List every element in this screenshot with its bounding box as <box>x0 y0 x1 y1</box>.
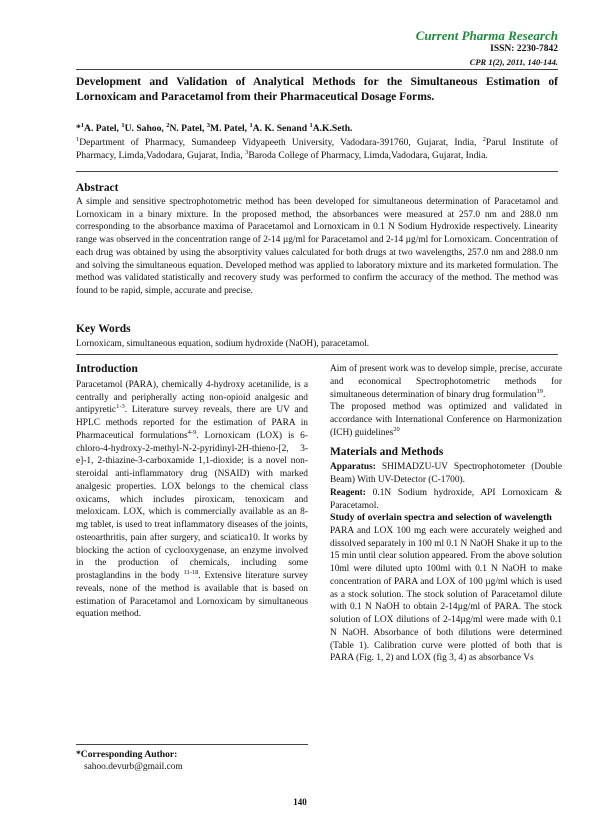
author-list: *$^1$A. Patel, $^1$U. Sahoo, $^2$N. Patel, $^3$M. Patel, $^1$A. K. Senand $^1$A.K.Seth. <box>76 121 353 134</box>
keywords-text: Lornoxicam, simultaneous equation, sodium hydroxide (NaOH), paracetamol. <box>76 339 370 349</box>
affiliation-rule <box>76 171 558 172</box>
introduction-heading: Introduction <box>76 363 138 375</box>
abstract-text: A simple and sensitive spectrophotometric method has been developed for simultaneous determination of Paracetamol and Lornoxicam in a binary mixture. In the proposed method, the absorbances were measured at 257.0 nm and 288.0 nm corresponding to the absorbance maxima of Paracetamol and Lornoxicam in 0.1 N Sodium Hydroxide respectively. Linearity range was observed in the concentration range of 2-14 µg/ml for Paracetamol and 2-14 µg/ml for Lornoxicam. Concentration of each drug was obtained by using the absorptivity values calculated for both drugs at two wavelengths, 257.0 nm and 288.0 nm and solving the simultaneous equation. Developed method was applied to laboratory mixture and its marketed formulation. The method was validated statistically and recovery study was performed to confirm the accuracy of the method. The method was found to be rapid, simple, accurate and precise. <box>76 197 558 296</box>
affiliations: $^1$Department of Pharmacy, Sumandeep Vidyapeeth University, Vadodara-391760, Gujarat, India, $^2$Parul Institute of Pharmacy, Limda,Vadodara, Gujarat, India, $^3$Baroda College of Pharmacy, Limda,Vadodara, Gujarat, India. <box>76 135 558 161</box>
page-number: 140 <box>293 797 307 807</box>
materials-methods-heading: Materials and Methods <box>330 445 444 458</box>
issn: ISSN: 2230-7842 <box>490 44 558 54</box>
left-column <box>76 363 308 621</box>
footnote-rule <box>76 744 308 745</box>
keywords-heading: Key Words <box>76 323 131 335</box>
right-column <box>330 363 562 665</box>
overlain-spectra-heading: Study of overlain spectra and selection of wavelength <box>330 512 552 524</box>
abstract-heading: Abstract <box>76 182 119 194</box>
corresponding-email[interactable]: sahoo.devurb@gmail.com <box>84 762 183 772</box>
apparatus-paragraph: Apparatus: SHIMADZU-UV Spectrophotometer (Double Beam) With UV-Detector (C-1700). <box>330 462 562 485</box>
paper-title: Development and Validation of Analytical Methods for the Simultaneous Estimation of Lornoxicam and Paracetamol from their Pharmaceutical Dosage Forms. <box>76 75 558 103</box>
header-rule <box>76 69 558 70</box>
reagent-paragraph: Reagent: 0.1N Sodium hydroxide, API Lornoxicam & Paracetamol. <box>330 487 562 511</box>
aim-paragraph: Aim of present work was to develop simple, precise, accurate and economical Spectrophotometric methods for simultaneous determination of binary drug formulation$^{19}$. <box>330 364 562 400</box>
introduction-paragraph: Paracetamol (PARA), chemically 4-hydroxy acetanilide, is a centrally and peripherally acting non-opioid analgesic and antipyretic$^{1-3}$. Literature survey reveals, there are UV and HPLC methods reported for the estimation of PARA in Pharmaceutical formulations$^{4-9}$. Lornoxicam (LOX) is 6-chloro-4-hydroxy-2-methyl-N-2-pyridinyl-2H-thieno-[2, 3-e]-1, 2-thiazine-3-carboxamide 1,1-dioxide; is a novel non-steroidal anti-inflammatory drug (NSAID) with marked analgesic properties. LOX belongs to the chemical class oxicams, which includes piroxicam, tenoxicam and meloxicam. LOX, which is commercially available as an 8-mg tablet, is used to treat inflammatory diseases of the joints, osteoarthritis, pain after surgery, and sciatica10. It works by blocking the action of cyclooxygenase, an enzyme involved in the production of chemicals, including some prostaglandins in the body $^{11-18}$. Extensive literature survey reveals, none of the method is available that is based on estimation of Paracetamol and Lornoxicam by simultaneous equation method. <box>76 379 308 620</box>
keywords-rule <box>76 354 558 355</box>
study-paragraph: PARA and LOX 100 mg each were accurately weighed and dissolved separately in 100 ml 0.1 N NaOH Shake it up to the 15 min until clear solution appeared. From the above solution 10ml were diluted upto 100ml with 0.1 N NaOH to make concentration of PARA and LOX of 100 µg/ml which is used as a stock solution. The stock solution of Paracetamol dilute with 0.1 N NaOH to obtain 2-14µg/ml of PARA. The stock solution of LOX dilutions of 2-14µg/ml were made with 0.1 N NaOH. Absorbance of both dilutions were determined (Table 1). Calibration curve were plotted of both that is PARA (Fig. 1, 2) and LOX (fig 3, 4) as absorbance Vs <box>330 525 562 664</box>
journal-name: Current Pharma Research <box>415 28 558 43</box>
citation-line: CPR 1(2), 2011, 140-144. <box>469 57 558 67</box>
corresponding-author-label: *Corresponding Author: <box>76 749 178 760</box>
validation-paragraph: The proposed method was optimized and validated in accordance with International Conference on Harmonization (ICH) guidelines$^{20}$ <box>330 402 562 438</box>
